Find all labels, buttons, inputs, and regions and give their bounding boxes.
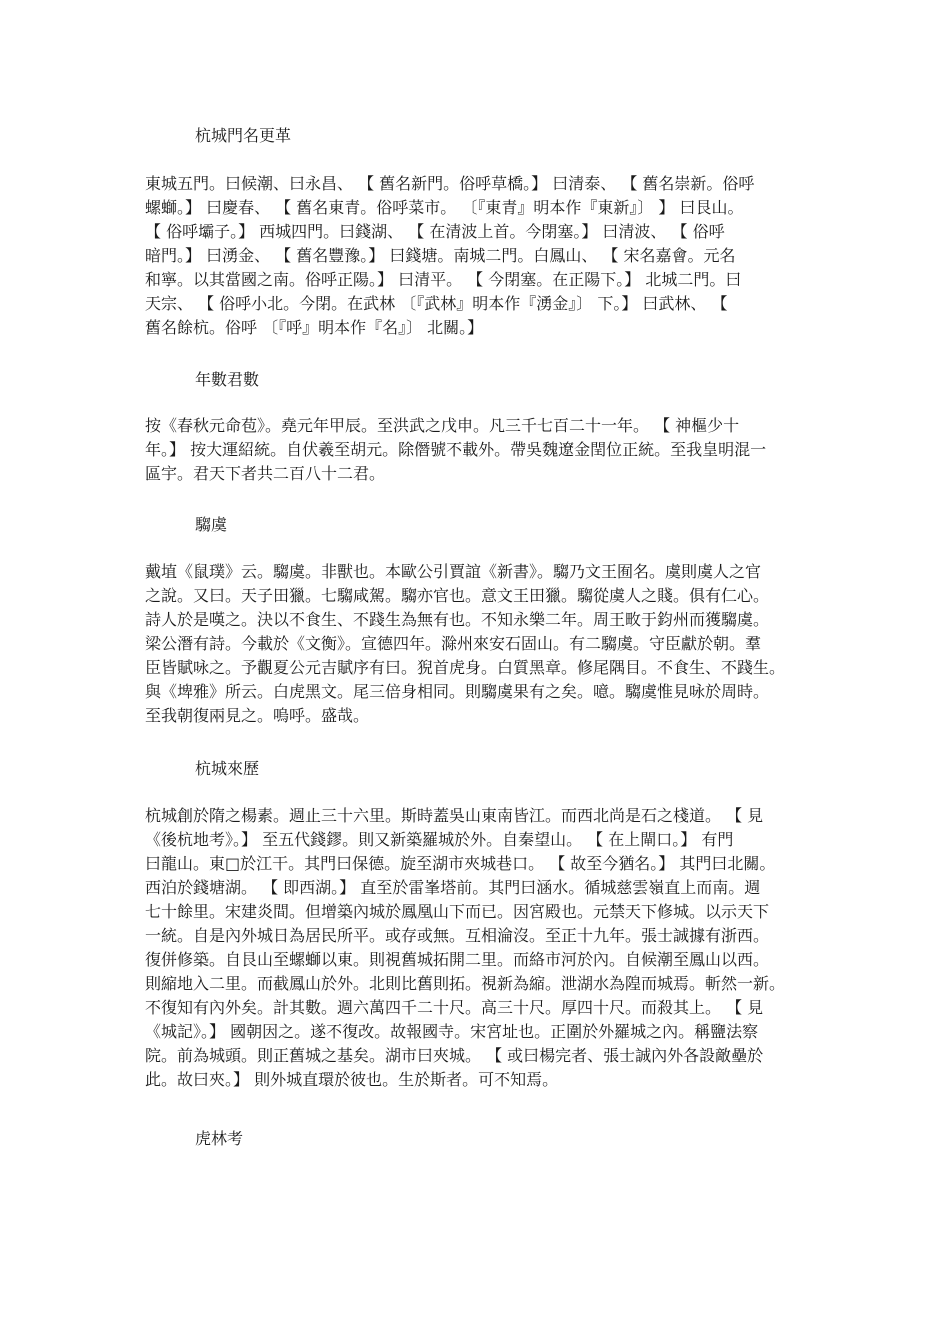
section-body: [145, 172, 825, 340]
text-line: 螺螄。】 曰慶春、 【 舊名東青。俗呼菜市。 〔『東青』明本作『東新』〕 】 曰艮山。: [145, 198, 744, 217]
text-line: 詩人於是嘆之。決以不食生、不踐生為無有也。不知永樂二年。周王畋于鈞州而獲騶虞。: [145, 610, 770, 629]
text-line: 《後杭地考》。】 至五代錢鏐。則又新築羅城於外。自秦望山。 【 在上閘口。】 有門: [145, 830, 734, 849]
text-line: 梁公潛有詩。今載於《文衡》。宣德四年。滁州來安石固山。有二騶虞。守臣獻於朝。羣: [145, 634, 762, 653]
text-line: 曰龍山。東□於江干。其門曰保德。旋至湖市夾城巷口。 【 故至今猶名。】 其門曰北關。: [145, 854, 776, 873]
text-line: 暗門。】 曰湧金、 【 舊名豐豫。】 曰錢塘。南城二門。白鳳山、 【 宋名嘉會。元名: [145, 246, 736, 265]
section-heading: 杭城門名更革: [195, 126, 292, 145]
section-heading: 年數君數: [195, 370, 260, 389]
text-line: 按《春秋元命苞》。堯元年甲辰。至洪武之戊申。凡三千七百二十一年。 【 神樞少十: [145, 416, 740, 435]
text-line: 臣皆賦咏之。予觀夏公元吉賦序有曰。猊首虎身。白質黑章。修尾隅目。不食生、不踐生。: [145, 658, 786, 677]
text-line: 則縮地入二里。而截鳳山於外。北則比舊則拓。視新為縮。泄湖水為隍而城焉。斬然一新。: [145, 974, 786, 993]
section-body: [145, 560, 825, 728]
text-line: 舊名餘杭。俗呼 〔『呼』明本作『名』〕 北關。】: [145, 318, 484, 337]
text-line: 【 俗呼壩子。】 西城四門。曰錢湖、 【 在清波上首。今閉塞。】 曰清波、 【 俗呼: [145, 222, 725, 241]
text-line: 東城五門。曰候潮、曰永昌、 【 舊名新門。俗呼草橋。】 曰清泰、 【 舊名崇新。俗呼: [145, 174, 755, 193]
section-heading: 杭城來歷: [195, 759, 260, 778]
text-line: 西泊於錢塘湖。 【 即西湖。】 直至於雷峯塔前。其門曰涵水。循城慈雲嶺直上而南。週: [145, 878, 761, 897]
text-line: 至我朝復兩見之。嗚呼。盛哉。: [145, 706, 370, 725]
text-line: 年。】 按大運紹統。自伏羲至胡元。除僭號不載外。帶吳魏遼金閏位正統。至我皇明混一: [145, 440, 767, 459]
section-body: [145, 414, 825, 486]
text-line: 之說。又曰。天子田獵。七騶咸駕。騶亦官也。意文王田獵。騶從虞人之賤。俱有仁心。: [145, 586, 770, 605]
section-body: [145, 804, 825, 1092]
text-line: 復併修築。自艮山至螺螄以東。則視舊城拓開二里。而絡市河於內。自候潮至鳳山以西。: [145, 950, 770, 969]
text-line: 戴埴《鼠璞》云。騶虞。非獸也。本歐公引賈誼《新書》。騶乃文王囿名。虞則虞人之官: [145, 562, 762, 581]
text-line: 和寧。以其當國之南。俗呼正陽。】 曰清平。 【 今閉塞。在正陽下。】 北城二門。曰: [145, 270, 742, 289]
text-line: 此。故曰夾。】 則外城直環於彼也。生於斯者。可不知焉。: [145, 1070, 559, 1089]
text-line: 院。前為城頭。則正舊城之基矣。湖市曰夾城。 【 或曰楊完者、張士誠內外各設敵壘於: [145, 1046, 764, 1065]
text-line: 不復知有內外矣。計其數。週六萬四千二十尺。高三十尺。厚四十尺。而殺其上。 【 見: [145, 998, 764, 1017]
text-line: 《城記》。】 國朝因之。遂不復改。故報國寺。宋宮址也。正圍於外羅城之內。稱鹽法察: [145, 1022, 759, 1041]
text-line: 與《埤雅》所云。白虎黑文。尾三倍身相同。則騶虞果有之矣。噫。騶虞惟見咏於周時。: [145, 682, 770, 701]
text-line: 七十餘里。宋建炎間。但增築內城於鳳凰山下而已。因宮殿也。元禁天下修城。以示天下: [145, 902, 770, 921]
section-heading: 騶虞: [195, 515, 228, 534]
text-line: 區宇。君天下者共二百八十二君。: [145, 464, 386, 483]
text-line: 天宗、 【 俗呼小北。今閉。在武林 〔『武林』明本作『湧金』〕 下。】 曰武林、 【: [145, 294, 728, 313]
text-line: 杭城創於隋之楊素。週止三十六里。斯時蓋吳山東南皆江。而西北尚是石之棧道。 【 見: [145, 806, 764, 825]
section-heading: 虎林考: [195, 1129, 244, 1148]
text-line: 一統。自是內外城日為居民所平。或存或無。互相淪沒。至正十九年。張士誠據有浙西。: [145, 926, 770, 945]
